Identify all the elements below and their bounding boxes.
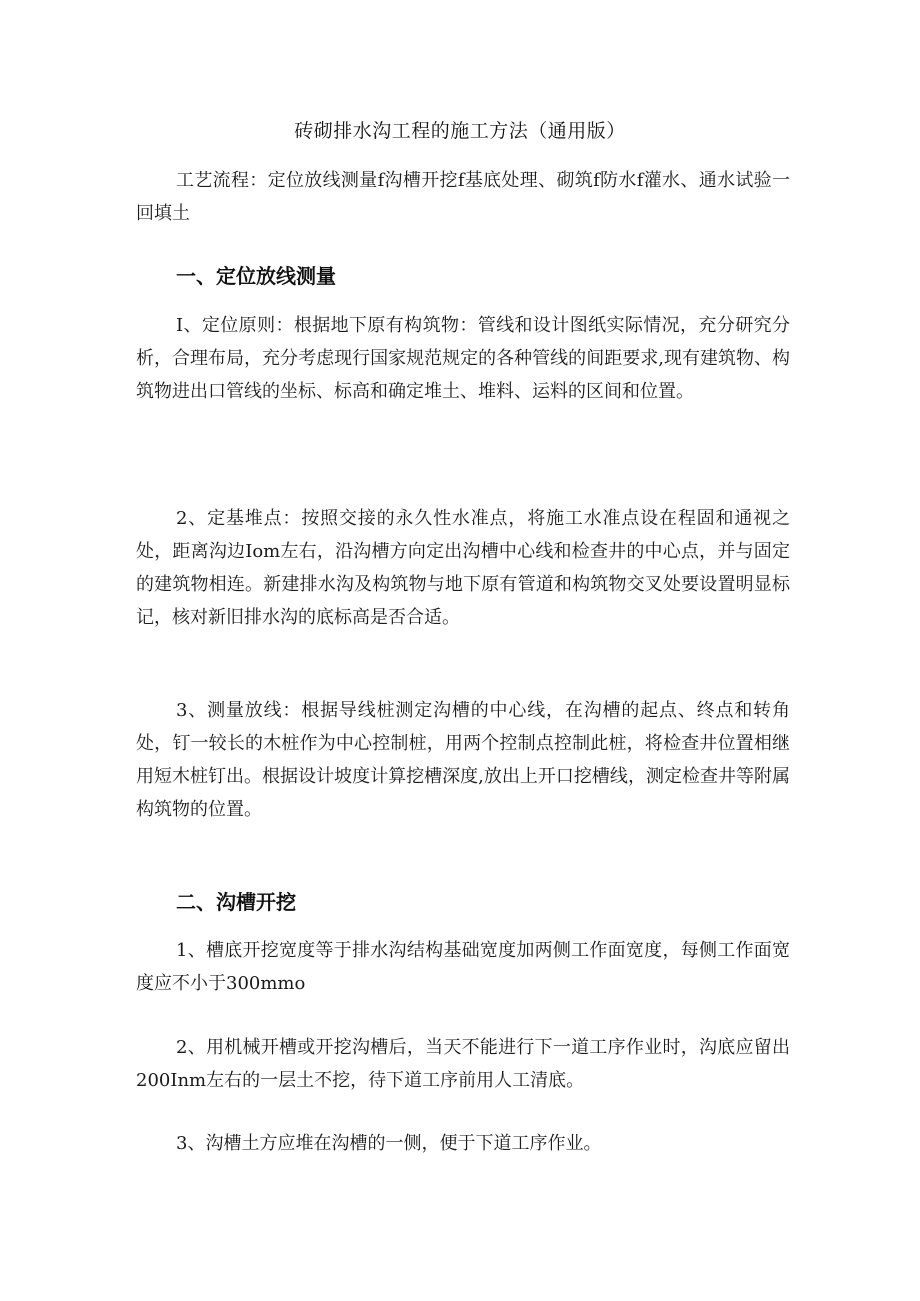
paragraph-trench-width: 1、槽底开挖宽度等于排水沟结构基础宽度加两侧工作面宽度，每侧工作面宽度应不小于300mmo bbox=[136, 940, 790, 994]
section-heading-positioning: 一、定位放线测量 bbox=[176, 264, 336, 288]
document-title: 砖砌排水沟工程的施工方法（通用版） bbox=[294, 120, 626, 142]
paragraph-soil-placement: 3、沟槽土方应堆在沟槽的一侧，便于下道工序作业。 bbox=[176, 1133, 602, 1154]
paragraph-survey-layout: 3、测量放线：根据导线桩测定沟槽的中心线，在沟槽的起点、终点和转角处，钉一较长的木桩作为中心控制桩，用两个控制点控制此桩，将检查井位置相继用短木桩钉出。根据设计坡度计算挖槽深度,放出上开口挖槽线，测定检查井等附属构筑物的位置。 bbox=[136, 700, 790, 820]
section-heading-trench-excavation: 二、沟槽开挖 bbox=[176, 890, 296, 914]
paragraph-benchmark: 2、定基堆点：按照交接的永久性水准点，将施工水准点设在程固和通视之处，距离沟边Iom左右，沿沟槽方向定出沟槽中心线和检查井的中心点，并与固定的建筑物相连。新建排水沟及构筑物与地下原有管道和构筑物交叉处要设置明显标记，核对新旧排水沟的底标高是否合适。 bbox=[136, 508, 790, 628]
process-flow-paragraph: 工艺流程：定位放线测量f沟槽开挖f基底处理、砌筑f防水f灌水、通水试验一回填土 bbox=[136, 170, 790, 224]
paragraph-machine-excavation: 2、用机械开槽或开挖沟槽后，当天不能进行下一道工序作业时，沟底应留出200Inm左右的一层土不挖，待下道工序前用人工清底。 bbox=[136, 1037, 790, 1091]
paragraph-positioning-principle: I、定位原则：根据地下原有构筑物：管线和设计图纸实际情况，充分研究分析，合理布局，充分考虑现行国家规范规定的各种管线的间距要求,现有建筑物、构筑物进出口管线的坐标、标高和确定堆土、堆料、运料的区间和位置。 bbox=[136, 315, 790, 402]
